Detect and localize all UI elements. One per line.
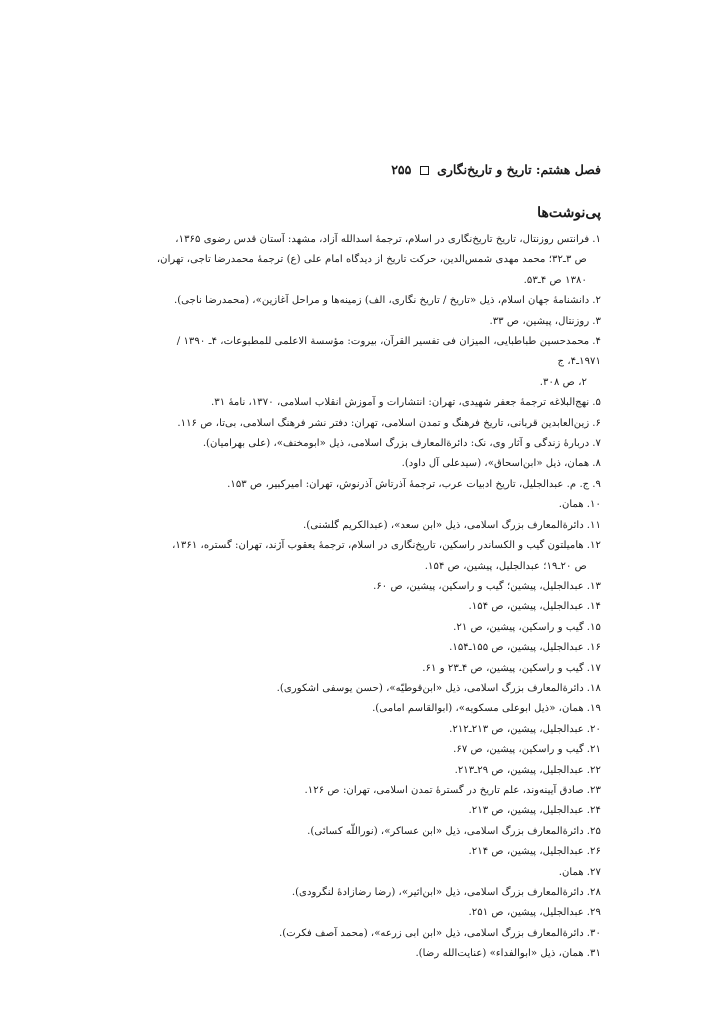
- endnote-number: ۱۳.: [586, 580, 601, 592]
- endnote-number: ۱.: [592, 234, 601, 245]
- endnote-number: ۲۱.: [586, 744, 601, 756]
- endnote-item: [141, 393, 601, 413]
- endnote-number: ۸.: [592, 458, 601, 470]
- endnote-item: [141, 822, 601, 842]
- endnote-item: [141, 761, 601, 781]
- endnote-item: [141, 230, 601, 291]
- endnote-number: ۱۱.: [586, 519, 601, 531]
- endnote-text: گیب و راسکین، پیشین، ص ۶۷.: [453, 744, 584, 756]
- endnote-number: ۳۰.: [586, 927, 601, 939]
- endnote-text: عبدالجلیل، پیشین؛ گیب و راسکین، پیشین، ص ۶۰.: [373, 580, 584, 592]
- endnote-text: دائرةالمعارف بزرگ اسلامی، ذیل «ابن ابی زرعه»، (محمد آصف فکرت).: [279, 927, 584, 939]
- endnote-text: روزنتال، پیشین، ص ۳۳.: [489, 315, 590, 327]
- endnote-item: [141, 597, 601, 617]
- endnote-continuation: ۲، ص ۳۰۸.: [539, 376, 587, 388]
- endnote-number: ۲.: [592, 295, 601, 307]
- endnote-number: ۳.: [592, 315, 601, 327]
- endnote-text: محمدحسین طباطبایی، المیزان فی تفسیر القرآن، بیروت: مؤسسة الاعلمی للمطبوعات، ۴ـ ۱۳۹۰ / ۱۹۷۱ـ۴، ج: [176, 336, 601, 368]
- endnote-text: دانشنامهٔ جهان اسلام، ذیل «تاریخ / تاریخ نگاری، الف) زمینه‌ها و مراحل آغازین»، (محمدرضا ناجی).: [173, 295, 590, 307]
- separator-square-icon: [420, 166, 429, 175]
- endnote-text: دائرةالمعارف بزرگ اسلامی، ذیل «ابن عساکر»، (نوراللّه کسائی).: [307, 825, 584, 837]
- endnote-item: [141, 312, 601, 332]
- endnote-number: ۶.: [592, 417, 601, 429]
- endnote-text: هامیلتون گیب و الکساندر راسکین، تاریخ‌نگاری در اسلام، ترجمهٔ یعقوب آژند، تهران: گستره، ۱۳۶۱،: [172, 540, 584, 552]
- endnote-number: ۲۶.: [586, 846, 601, 858]
- endnote-number: ۱۲.: [586, 540, 601, 552]
- endnote-text: عبدالجلیل، پیشین، ص ۲۱۳.: [468, 805, 584, 817]
- endnote-text: عبدالجلیل، پیشین، ص ۲۱۳ـ۲۱۲.: [449, 723, 584, 735]
- endnote-number: ۴.: [592, 336, 601, 348]
- endnote-item: [141, 536, 601, 577]
- endnote-number: ۲۵.: [586, 825, 601, 837]
- endnote-text: دائرةالمعارف بزرگ اسلامی، ذیل «ابن‌اثیر»، (رضا رضازادهٔ لنگرودی).: [291, 887, 584, 898]
- endnote-text: دربارهٔ زندگی و آثار وی، نک: دائرةالمعارف بزرگ اسلامی، ذیل «ابومخنف»، (علی بهرامیان).: [202, 438, 590, 450]
- endnote-number: ۵.: [592, 397, 601, 409]
- endnote-item: [141, 434, 601, 454]
- endnote-item: [141, 944, 601, 964]
- endnote-item: [141, 863, 601, 883]
- endnote-text: صادق آیینه‌وند، علم تاریخ در گسترهٔ تمدن اسلامی، تهران: ص ۱۲۶.: [304, 784, 584, 796]
- endnote-number: ۲۰.: [586, 723, 601, 735]
- endnotes-list: [141, 230, 601, 965]
- endnote-item: [141, 414, 601, 434]
- endnote-text: همان، ذیل «ابن‌اسحاق»، (سیدعلی آل داود).: [401, 458, 590, 470]
- endnote-item: [141, 638, 601, 658]
- endnote-item: [141, 495, 601, 515]
- endnote-item: [141, 618, 601, 638]
- endnote-text: عبدالجلیل، پیشین، ص ۱۵۴.: [468, 601, 584, 613]
- endnote-text: همان.: [558, 499, 584, 511]
- endnote-text: ج. م. عبدالجلیل، تاریخ ادبیات عرب، ترجمهٔ آذرتاش آذرنوش، تهران: امیرکبیر، ص ۱۵۳.: [227, 478, 590, 490]
- endnote-text: عبدالجلیل، پیشین، ص ۲۵۱.: [468, 907, 584, 919]
- endnote-item: [141, 924, 601, 944]
- endnote-item: [141, 454, 601, 474]
- endnote-item: [141, 516, 601, 536]
- endnote-item: [141, 883, 601, 903]
- endnote-text: همان، ذیل «ابوالفداء» (عنایت‌الله رضا).: [415, 948, 584, 960]
- endnote-number: ۱۸.: [586, 682, 601, 694]
- endnote-item: [141, 332, 601, 393]
- endnote-item: [141, 740, 601, 760]
- endnote-number: ۱۹.: [586, 703, 601, 715]
- running-header: [391, 162, 601, 177]
- endnote-item: [141, 577, 601, 597]
- endnote-item: [141, 659, 601, 679]
- endnote-number: ۲۹.: [586, 907, 601, 919]
- endnote-item: [141, 801, 601, 821]
- endnote-item: [141, 842, 601, 862]
- endnote-item: [141, 475, 601, 495]
- endnote-number: ۱۵.: [586, 621, 601, 633]
- endnote-continuation: ص ۲۰ـ۱۹؛ عبدالجلیل، پیشین، ص ۱۵۴.: [424, 560, 587, 572]
- endnote-text: همان، «ذیل ابوعلی مسکویه»، (ابوالقاسم امامی).: [372, 703, 584, 715]
- endnote-number: ۷.: [592, 438, 601, 450]
- endnote-item: [141, 903, 601, 923]
- endnote-number: ۹.: [592, 478, 601, 490]
- endnote-number: ۲۲.: [586, 764, 601, 776]
- endnote-item: [141, 699, 601, 719]
- endnote-text: دائرةالمعارف بزرگ اسلامی، ذیل «ابن سعد»، (عبدالکریم گلشنی).: [303, 519, 584, 531]
- page-number: ۲۵۵: [391, 162, 412, 177]
- endnote-item: [141, 720, 601, 740]
- endnote-number: ۳۱.: [586, 948, 601, 960]
- endnote-number: ۱۶.: [586, 642, 601, 654]
- endnote-text: عبدالجلیل، پیشین، ص ۲۹ـ۲۱۳.: [454, 764, 584, 776]
- endnote-item: [141, 679, 601, 699]
- endnote-text: عبدالجلیل، پیشین، ص ۲۱۴.: [468, 846, 584, 858]
- endnote-number: ۲۷.: [586, 866, 601, 878]
- endnote-number: ۱۴.: [586, 601, 601, 613]
- endnote-text: همان.: [558, 866, 584, 878]
- endnote-number: ۱۰.: [586, 499, 601, 511]
- endnote-text: گیب و راسکین، پیشین، ص ۴ـ۲۳ و ۶۱.: [422, 662, 584, 674]
- endnote-item: [141, 291, 601, 311]
- endnote-continuation: ص ۳ـ۳۲؛ محمد مهدی شمس‌الدین، حرکت تاریخ از دیدگاه امام علی (ع) ترجمهٔ محمدرضا تاجی، تهران،: [156, 254, 587, 266]
- endnote-text: فرانتس روزنتال، تاریخ تاریخ‌نگاری در اسلام، ترجمهٔ اسدالله آزاد، مشهد: آستان قدس رضوی ۱۳۶۵،: [175, 234, 590, 245]
- endnote-item: [141, 781, 601, 801]
- endnote-text: زین‌العابدین قربانی، تاریخ فرهنگ و تمدن اسلامی، تهران: دفتر نشر فرهنگ اسلامی، بی‌تا، ص ۱۱۶.: [177, 417, 590, 429]
- endnote-text: نهج‌البلاغه ترجمهٔ جعفر شهیدی، تهران: انتشارات و آموزش انقلاب اسلامی، ۱۳۷۰، نامهٔ ۳۱.: [211, 397, 590, 409]
- endnote-number: ۲۳.: [586, 784, 601, 796]
- endnote-text: دائرةالمعارف بزرگ اسلامی، ذیل «ابن‌قوطیّه»، (حسن یوسفی اشکوری).: [276, 682, 584, 694]
- endnote-continuation: ۱۳۸۰ ص ۴ـ۵۳.: [523, 274, 587, 286]
- endnote-number: ۱۷.: [586, 662, 601, 674]
- endnote-number: ۲۸.: [586, 887, 601, 898]
- endnote-number: ۲۴.: [586, 805, 601, 817]
- chapter-title: فصل هشتم: تاریخ و تاریخ‌نگاری: [437, 162, 601, 177]
- endnote-text: گیب و راسکین، پیشین، ص ۲۱.: [453, 621, 584, 633]
- endnote-text: عبدالجلیل، پیشین، ص ۱۵۵ـ۱۵۴.: [449, 642, 584, 654]
- section-title: پی‌نوشت‌ها: [537, 205, 601, 221]
